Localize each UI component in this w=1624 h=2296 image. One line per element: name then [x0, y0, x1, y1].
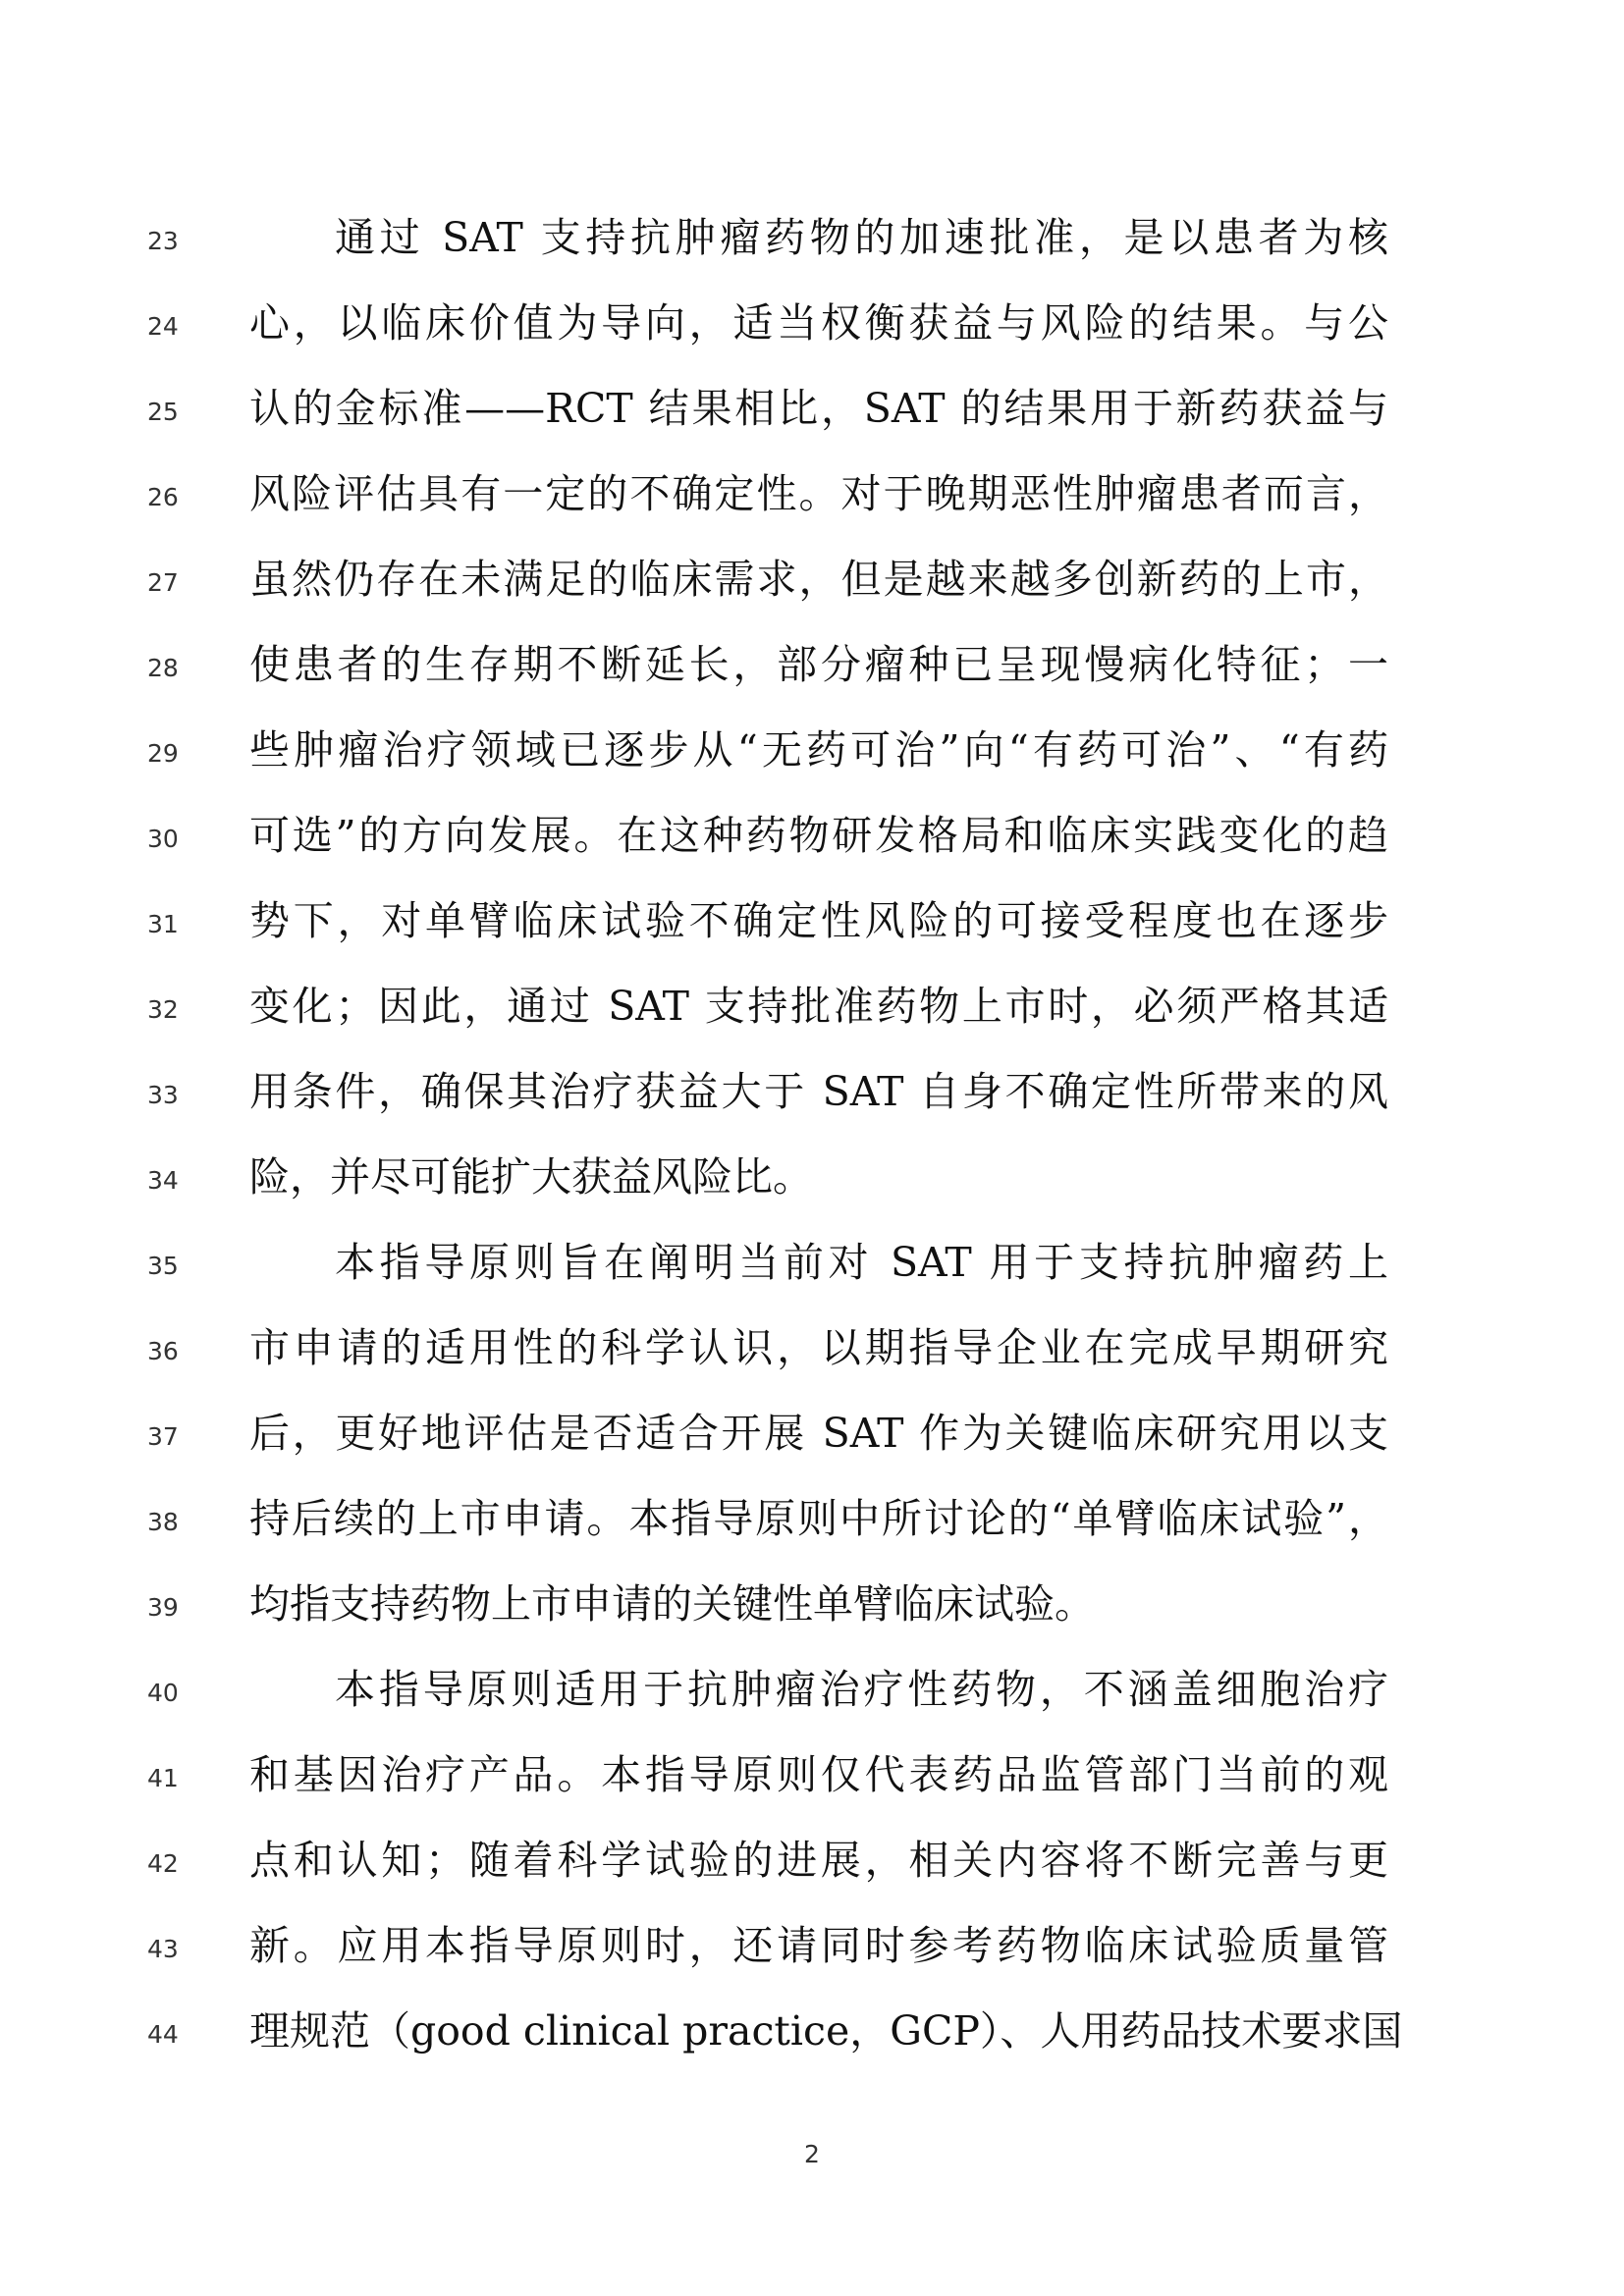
text-line	[0, 1482, 1624, 1568]
line-text: 和基因治疗产品。本指导原则仅代表药品监管部门当前的观	[249, 1751, 1388, 1798]
text-line	[0, 799, 1624, 884]
line-text: 些肿瘤治疗领域已逐步从“无药可治”向“有药可治”、“有药	[249, 726, 1388, 774]
line-number: 41	[147, 1764, 179, 1792]
text-line	[0, 884, 1624, 970]
line-text: 均指支持药物上市申请的关键性单臂临床试验。	[249, 1580, 1095, 1628]
text-line	[0, 1909, 1624, 1995]
line-number: 29	[147, 739, 179, 768]
line-text: 认的金标准——RCT 结果相比，SAT 的结果用于新药获益与	[249, 385, 1388, 432]
text-line	[0, 628, 1624, 714]
line-number: 33	[147, 1081, 179, 1109]
line-text: 本指导原则适用于抗肿瘤治疗性药物，不涵盖细胞治疗	[335, 1666, 1388, 1713]
line-number: 27	[147, 568, 179, 597]
line-text: 通过 SAT 支持抗肿瘤药物的加速批准，是以患者为核	[335, 214, 1388, 261]
line-text: 本指导原则旨在阐明当前对 SAT 用于支持抗肿瘤药上	[335, 1239, 1388, 1286]
line-number: 23	[147, 227, 179, 255]
text-line	[0, 714, 1624, 799]
line-text: 势下，对单臂临床试验不确定性风险的可接受程度也在逐步	[249, 897, 1388, 944]
text-line	[0, 1055, 1624, 1141]
line-number: 30	[147, 825, 179, 853]
line-text: 使患者的生存期不断延长，部分瘤种已呈现慢病化特征；一	[249, 641, 1388, 688]
line-number: 25	[147, 398, 179, 426]
line-number: 28	[147, 654, 179, 682]
line-text: 风险评估具有一定的不确定性。对于晚期恶性肿瘤患者而言，	[249, 470, 1388, 517]
text-line	[0, 372, 1624, 457]
line-number: 36	[147, 1337, 179, 1365]
text-line	[0, 1568, 1624, 1653]
text-line	[0, 201, 1624, 287]
line-text: 新。应用本指导原则时，还请同时参考药物临床试验质量管	[249, 1922, 1388, 1969]
line-text: 理规范（good clinical practice，GCP）、人用药品技术要求国	[249, 2007, 1403, 2055]
text-line	[0, 1995, 1624, 2080]
line-text: 心，以临床价值为导向，适当权衡获益与风险的结果。与公	[249, 299, 1388, 347]
line-number: 44	[147, 2020, 179, 2049]
line-text: 点和认知；随着科学试验的进展，相关内容将不断完善与更	[249, 1837, 1388, 1884]
page-number: 2	[804, 2140, 820, 2168]
text-line	[0, 1141, 1624, 1226]
line-text: 用条件，确保其治疗获益大于 SAT 自身不确定性所带来的风	[249, 1068, 1388, 1115]
line-number: 35	[147, 1252, 179, 1280]
line-text: 持后续的上市申请。本指导原则中所讨论的“单臂临床试验”，	[249, 1495, 1388, 1542]
text-line	[0, 970, 1624, 1055]
line-text: 后，更好地评估是否适合开展 SAT 作为关键临床研究用以支	[249, 1410, 1388, 1457]
line-number: 38	[147, 1508, 179, 1536]
line-text: 虽然仍存在未满足的临床需求，但是越来越多创新药的上市，	[249, 556, 1388, 603]
text-line	[0, 287, 1624, 372]
text-line	[0, 1311, 1624, 1397]
line-number: 31	[147, 910, 179, 938]
line-number: 26	[147, 483, 179, 511]
line-number: 39	[147, 1593, 179, 1622]
text-line	[0, 1824, 1624, 1909]
line-number: 40	[147, 1679, 179, 1707]
line-text: 可选”的方向发展。在这种药物研发格局和临床实践变化的趋	[249, 812, 1388, 859]
text-line	[0, 1226, 1624, 1311]
line-text: 市申请的适用性的科学认识，以期指导企业在完成早期研究	[249, 1324, 1388, 1371]
line-number: 43	[147, 1935, 179, 1963]
text-line	[0, 1653, 1624, 1738]
line-number: 42	[147, 1849, 179, 1878]
line-number: 32	[147, 995, 179, 1024]
text-line	[0, 543, 1624, 628]
line-text: 变化；因此，通过 SAT 支持批准药物上市时，必须严格其适	[249, 983, 1388, 1030]
line-number: 24	[147, 312, 179, 341]
text-line	[0, 457, 1624, 543]
line-number: 37	[147, 1422, 179, 1451]
line-number: 34	[147, 1166, 179, 1195]
text-line	[0, 1397, 1624, 1482]
line-text: 险，并尽可能扩大获益风险比。	[249, 1153, 813, 1201]
text-line	[0, 1738, 1624, 1824]
